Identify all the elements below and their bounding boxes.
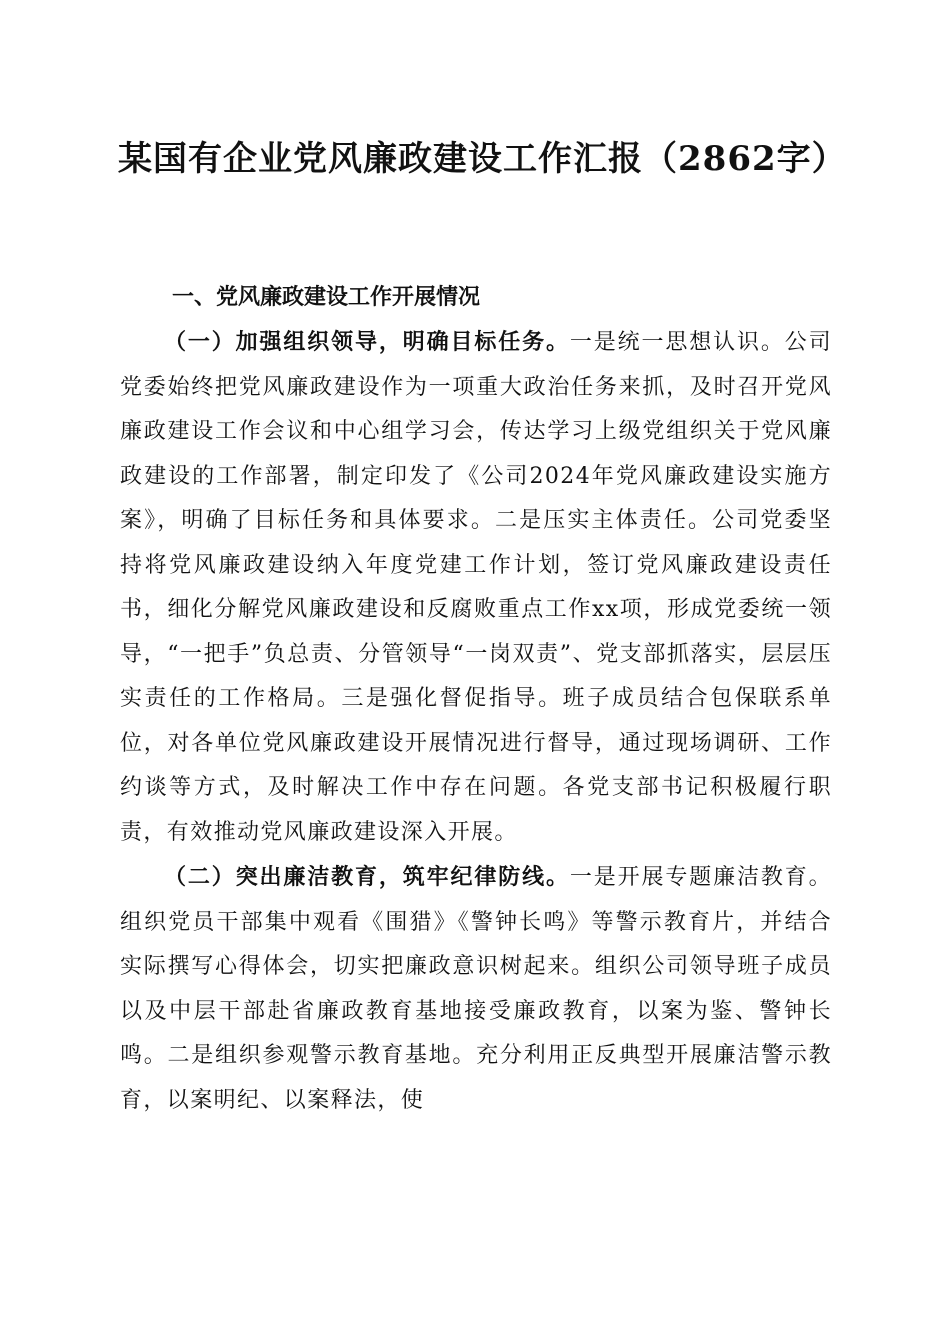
paragraph-1 bbox=[120, 320, 832, 855]
paragraph-1-lead: （一）加强组织领导，明确目标任务。 bbox=[164, 329, 570, 355]
paragraph-2-lead: （二）突出廉洁教育，筑牢纪律防线。 bbox=[164, 864, 570, 890]
paragraph-2 bbox=[120, 855, 832, 1123]
section-heading: 一、党风廉政建设工作开展情况 bbox=[172, 285, 481, 310]
paragraph-2-text: 一是开展专题廉洁教育。组织党员干部集中观看《围猎》《警钟长鸣》等警示教育片，并结合实际撰写心得体会，切实把廉政意识树起来。组织公司领导班子成员以及中层干部赴省廉政教育基地接受廉政教育，以案为鉴、警钟长鸣。二是组织参观警示教育基地。充分利用正反典型开展廉洁警示教育，以案明纪、以案释法，使 bbox=[120, 865, 832, 1113]
document-body bbox=[120, 320, 832, 1123]
paragraph-1-text: 一是统一思想认识。公司党委始终把党风廉政建设作为一项重大政治任务来抓，及时召开党风廉政建设工作会议和中心组学习会，传达学习上级党组织关于党风廉政建设的工作部署，制定印发了《公司2024年党风廉政建设实施方案》，明确了目标任务和具体要求。二是压实主体责任。公司党委坚持将党风廉政建设纳入年度党建工作计划，签订党风廉政建设责任书，细化分解党风廉政建设和反腐败重点工作xx项，形成党委统一领导，“一把手”负总责、分管领导“一岗双责”、党支部抓落实，层层压实责任的工作格局。三是强化督促指导。班子成员结合包保联系单位，对各单位党风廉政建设开展情况进行督导，通过现场调研、工作约谈等方式，及时解决工作中存在问题。各党支部书记积极履行职责，有效推动党风廉政建设深入开展。 bbox=[120, 330, 832, 845]
document-title: 某国有企业党风廉政建设工作汇报（2862字） bbox=[118, 139, 847, 179]
